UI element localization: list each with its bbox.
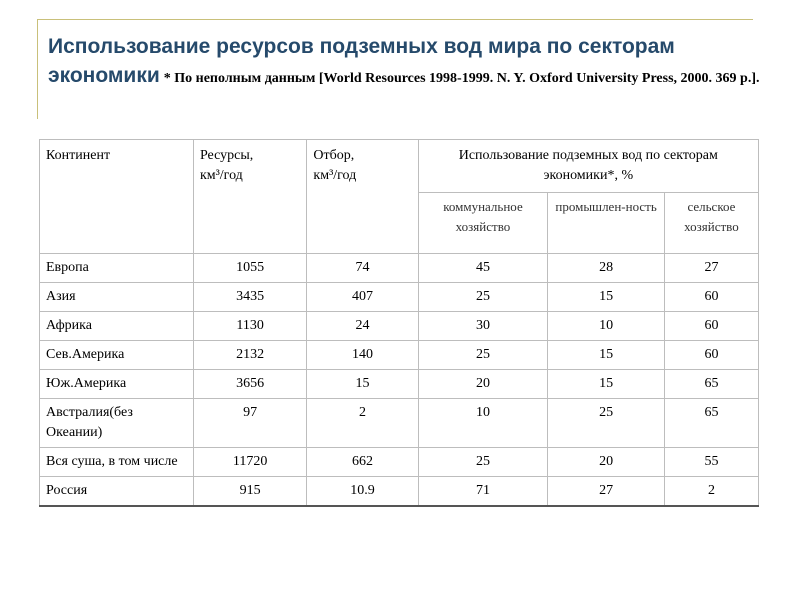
- title-block: [48, 32, 768, 90]
- cell-withdrawal: 2: [307, 399, 418, 448]
- cell-continent: Сев.Америка: [40, 341, 194, 370]
- cell-municipal: 71: [418, 477, 548, 507]
- cell-resources: 1130: [193, 312, 306, 341]
- cell-municipal: 10: [418, 399, 548, 448]
- cell-continent: Юж.Америка: [40, 370, 194, 399]
- cell-agriculture: 60: [664, 283, 758, 312]
- header-resources-unit: км³/год: [199, 168, 243, 183]
- header-usage-group: Использование подземных вод по секторам экономики*, %: [418, 140, 758, 193]
- table-row: [40, 341, 759, 370]
- cell-agriculture: 65: [664, 399, 758, 448]
- cell-withdrawal: 10.9: [307, 477, 418, 507]
- cell-agriculture: 2: [664, 477, 758, 507]
- cell-municipal: 30: [418, 312, 548, 341]
- cell-industry: 27: [548, 477, 665, 507]
- cell-resources: 1055: [193, 254, 306, 283]
- cell-agriculture: 65: [664, 370, 758, 399]
- cell-industry: 10: [548, 312, 665, 341]
- table-row: [40, 448, 759, 477]
- header-resources-label: Ресурсы,: [199, 148, 254, 163]
- cell-continent: Африка: [40, 312, 194, 341]
- cell-agriculture: 60: [664, 341, 758, 370]
- header-continent: Континент: [40, 140, 194, 254]
- cell-resources: 3435: [193, 283, 306, 312]
- header-agriculture: сельское хозяйство: [664, 193, 758, 254]
- cell-withdrawal: 15: [307, 370, 418, 399]
- page-title: Использование ресурсов подземных вод мира по секторам экономики: [48, 35, 675, 87]
- header-resources: [193, 140, 306, 254]
- header-withdrawal-label: Отбор,: [313, 148, 355, 163]
- cell-industry: 20: [548, 448, 665, 477]
- title-footnote: * По неполным данным [World Resources 1998-1999. N. Y. Oxford University Press, 2000. 369 p.].: [163, 71, 760, 86]
- cell-municipal: 25: [418, 283, 548, 312]
- cell-withdrawal: 24: [307, 312, 418, 341]
- cell-industry: 15: [548, 341, 665, 370]
- cell-continent: Европа: [40, 254, 194, 283]
- cell-resources: 97: [193, 399, 306, 448]
- table-row: [40, 370, 759, 399]
- cell-continent: Вся суша, в том числе: [40, 448, 194, 477]
- header-industry: промышлен-ность: [548, 193, 665, 254]
- cell-continent: Австралия(без Океании): [40, 399, 194, 448]
- cell-agriculture: 55: [664, 448, 758, 477]
- table-row: [40, 477, 759, 507]
- cell-industry: 25: [548, 399, 665, 448]
- cell-agriculture: 60: [664, 312, 758, 341]
- cell-municipal: 45: [418, 254, 548, 283]
- cell-municipal: 25: [418, 341, 548, 370]
- cell-resources: 11720: [193, 448, 306, 477]
- cell-agriculture: 27: [664, 254, 758, 283]
- cell-continent: Азия: [40, 283, 194, 312]
- cell-withdrawal: 407: [307, 283, 418, 312]
- header-municipal: коммунальное хозяйство: [418, 193, 548, 254]
- cell-industry: 15: [548, 370, 665, 399]
- cell-withdrawal: 140: [307, 341, 418, 370]
- cell-resources: 915: [193, 477, 306, 507]
- cell-municipal: 25: [418, 448, 548, 477]
- header-withdrawal-unit: км³/год: [313, 168, 357, 183]
- table-row: [40, 283, 759, 312]
- cell-withdrawal: 74: [307, 254, 418, 283]
- cell-industry: 28: [548, 254, 665, 283]
- cell-withdrawal: 662: [307, 448, 418, 477]
- groundwater-table: [39, 139, 759, 507]
- table-row: [40, 312, 759, 341]
- header-withdrawal: [307, 140, 418, 254]
- table-row: [40, 399, 759, 448]
- decorative-left-line: [37, 19, 38, 119]
- table-header-row: [40, 140, 759, 193]
- cell-continent: Россия: [40, 477, 194, 507]
- cell-resources: 2132: [193, 341, 306, 370]
- cell-resources: 3656: [193, 370, 306, 399]
- table-row: [40, 254, 759, 283]
- cell-municipal: 20: [418, 370, 548, 399]
- decorative-top-line: [37, 19, 753, 20]
- cell-industry: 15: [548, 283, 665, 312]
